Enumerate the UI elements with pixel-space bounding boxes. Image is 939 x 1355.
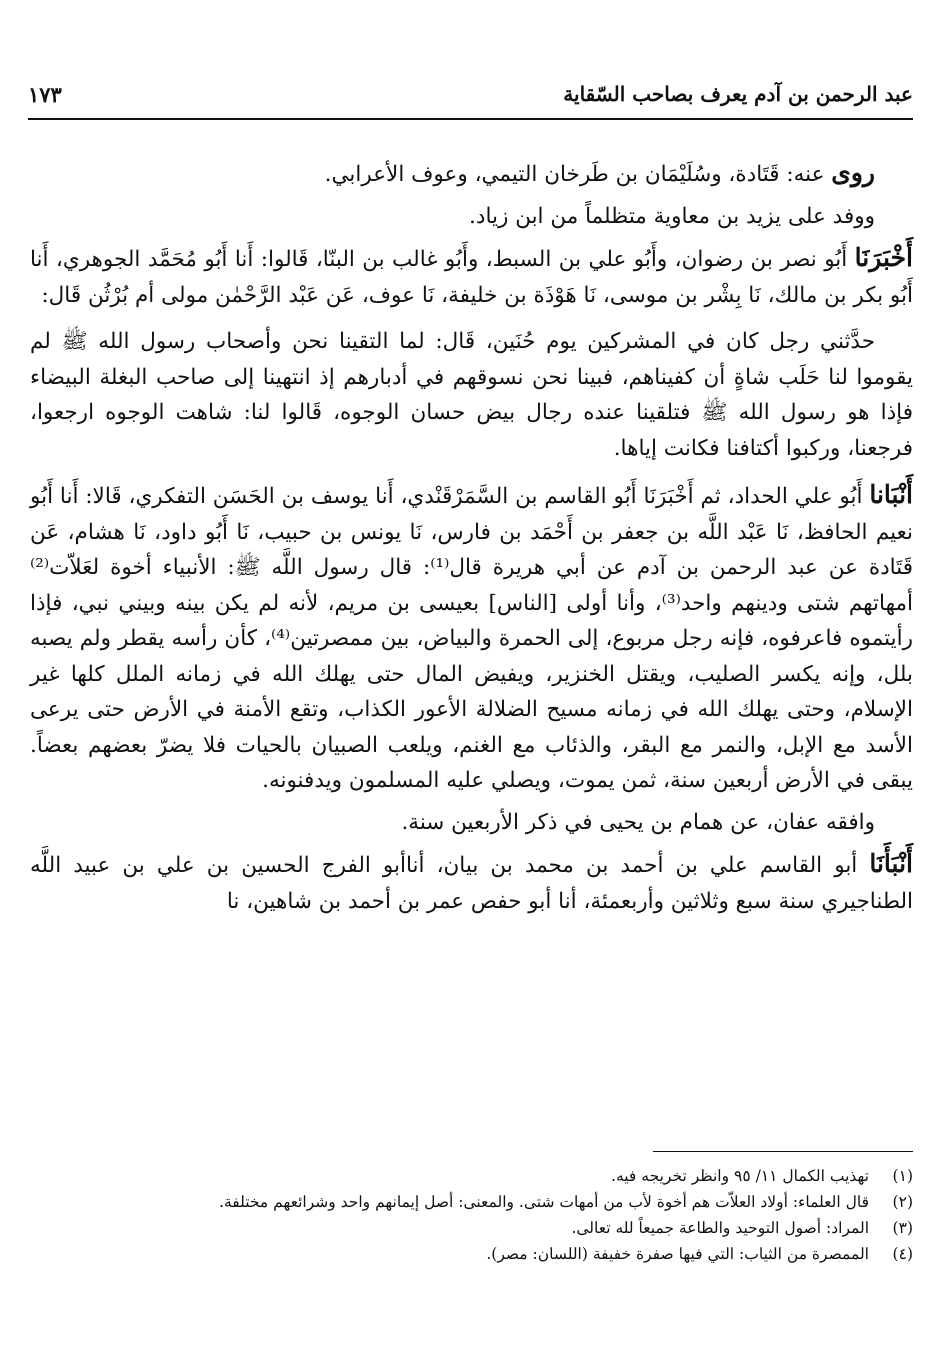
paragraph-text: أَبُو نصر بن رضوان، وأَبُو علي بن السبط، وأَبُو غالب بن البنّا، قَالوا: أَنا أَبُو مُحَمَّد الجوهري، أَنا أَبُو بكر بن مالك، نَا بِشْر بن موسى، نَا هَوْذَة بن خليفة، نَا عوف، عَن عَبْد الرَّحْمٰن مولى أم بُرْثُن قَال: — [30, 247, 913, 308]
paragraph-affan — [30, 805, 913, 841]
paragraph-lead-word: أَنْبَأَنَا — [869, 849, 913, 878]
paragraph-narrators — [30, 155, 913, 193]
footnote-text: الممصرة من الثياب: التي فيها صفرة خفيفة (اللسان: مصر). — [486, 1245, 869, 1263]
page-header — [28, 82, 913, 120]
footnote-number: (٤) — [892, 1245, 913, 1263]
paragraph-text: وافقه عفان، عن همام بن يحيى في ذكر الأربعين سنة. — [401, 809, 875, 835]
footnote-number: (٢) — [892, 1193, 913, 1211]
footnotes — [30, 1163, 913, 1267]
footnote-text: تهذيب الكمال ١١/ ٩٥ وانظر تخريجه فيه. — [611, 1167, 869, 1185]
main-text — [30, 155, 913, 919]
paragraph-text: حدَّثني رجل كان في المشركين يوم حُنَين، قَال: لما التقينا نحن وأصحاب رسول الله ﷺ لم يقوموا لنا حَلَب شاةٍ أن كفيناهم، فبينا نحن نسوقهم في أدبارهم إذ انتهينا إلى صاحب البغلة البيضاء فإذا هو رسول الله ﷺ فتلقينا عنده رجال بيض حسان الوجوه، قَالوا لنا: شاهت الوجوه ارجعوا، فرجعنا، وركبوا أكتافنا فكانت إياها. — [30, 329, 913, 461]
footnote-item — [30, 1189, 913, 1215]
paragraph-isnad-1 — [30, 240, 913, 313]
footnote-text: المراد: أصول التوحيد والطاعة جميعاً لله تعالى. — [571, 1219, 869, 1237]
footnote-item — [30, 1163, 913, 1189]
page-number: ١٧٣ — [28, 82, 62, 107]
paragraph-text: ووفد على يزيد بن معاوية متظلماً من ابن زياد. — [469, 203, 875, 229]
paragraph-isnad-3 — [30, 846, 913, 919]
paragraph-lead-word: أَنْبَانا — [869, 480, 913, 509]
footnote-divider — [653, 1151, 913, 1152]
footnote-text: قال العلماء: أولاد العلاّت هم أخوة لأب من أمهات شتى. والمعنى: أصل إيمانهم واحد وشرائعهم مختلفة. — [219, 1193, 869, 1211]
paragraph-delegation — [30, 199, 913, 235]
paragraph-text: أبو القاسم علي بن أحمد بن محمد بن بيان، أناأبو الفرج الحسين بن علي بن عبيد اللَّه الطناجيري سنة سبع وثلاثين وأربعمئة، أنا أبو حفص عمر بن أحمد بن شاهين، نا — [30, 853, 913, 914]
paragraph-isnad-2 — [30, 477, 913, 799]
footnote-number: (١) — [892, 1167, 913, 1185]
footnote-item — [30, 1241, 913, 1267]
running-title: عبد الرحمن بن آدم يعرف بصاحب السّقاية — [563, 82, 913, 106]
paragraph-lead-word: روى — [831, 158, 875, 187]
footnote-number: (٣) — [892, 1219, 913, 1237]
paragraph-hunayn-narration — [30, 324, 913, 466]
paragraph-text: عنه: قَتَادة، وسُلَيْمَان بن طَرخان التيمي، وعوف الأعرابي. — [324, 162, 832, 187]
footnote-item — [30, 1215, 913, 1241]
paragraph-text: أَبُو علي الحداد، ثم أَخْبَرَنَا أَبُو القاسم بن السَّمَرْقَنْدي، أَنا يوسف بن الحَسَن التفكري، قَالا: أَنا أَبُو نعيم الحافظ، نَا عَبْد اللَّه بن جعفر بن أَحْمَد بن فارس، نَا يونس بن حبيب، نَا أَبُو داود، نَا هشام، عَن قَتَادة عن عبد الرحمن بن آدم عن أبي هريرة قال⁽¹⁾: قال رسول اللَّه ﷺ: الأنبياء أخوة لعَلاّت⁽²⁾ أمهاتهم شتى ودينهم واحد⁽³⁾، وأنا أولى [الناس] بعيسى بن مريم، لأنه لم يكن بينه وبيني نبي، فإذا رأيتموه فاعرفوه، فإنه رجل مربوع، إلى الحمرة والبياض، بين ممصرتين⁽⁴⁾، كأن رأسه يقطر ولم يصبه بلل، وإنه يكسر الصليب، ويقتل الخنزير، ويفيض المال حتى يهلك الله في زمانه الملل كلها غير الإسلام، وحتى يهلك الله في زمانه مسيح الضلالة الأعور الكذاب، وتقع الأمنة في الأرض حتى يرعى الأسد مع الإبل، والنمر مع البقر، والذئاب مع الغنم، ويلعب الصبيان بالحيات فلا يضرّ بعضهم بعضاً. يبقى في الأرض أربعين سنة، ثمن يموت، ويصلي عليه المسلمون ويدفنونه. — [30, 484, 913, 793]
paragraph-lead-word: أَخْبَرَنَا — [854, 243, 913, 272]
